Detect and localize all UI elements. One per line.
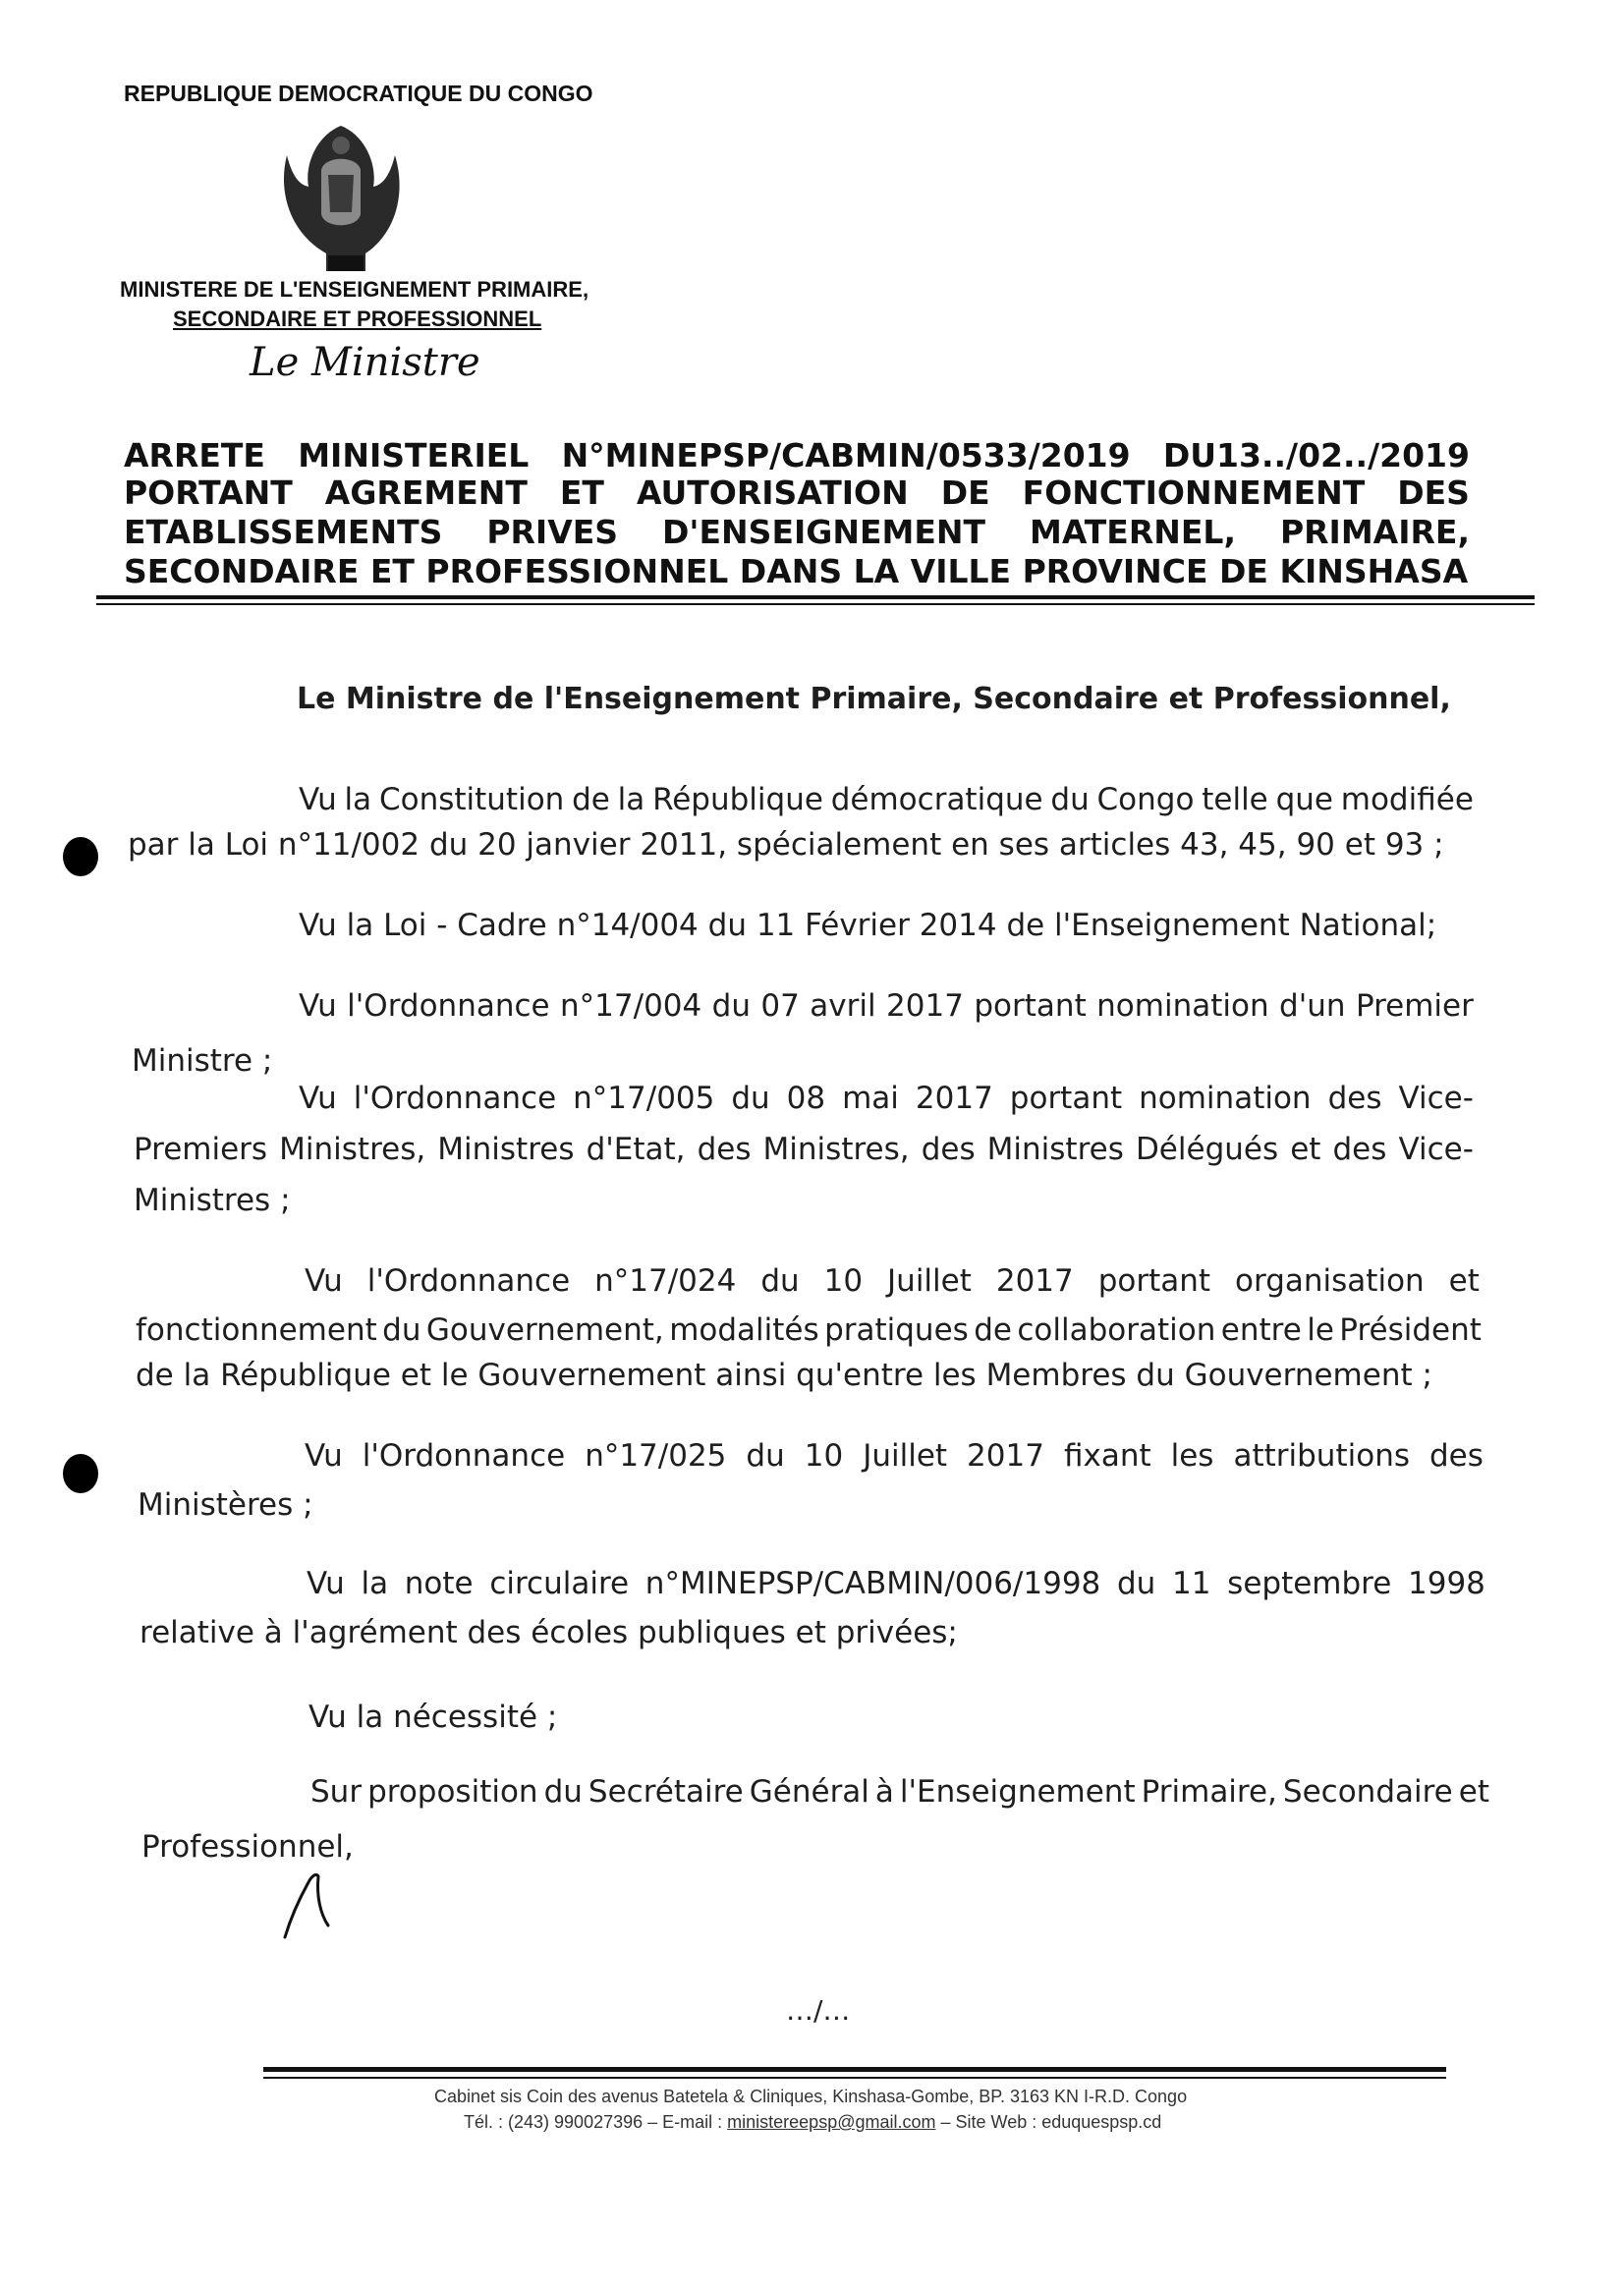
title-word: PRIMAIRE, <box>1279 513 1470 551</box>
word: septembre <box>1227 1566 1392 1601</box>
p9-line2: Professionnel, <box>141 1829 354 1865</box>
word: Vu <box>305 1263 343 1299</box>
word: organisation <box>1235 1263 1425 1299</box>
word: Vice- <box>1398 1081 1474 1116</box>
decree-title-line4: SECONDAIRE ET PROFESSIONNEL DANS LA VILLE PROVINCE DE KINSHASA <box>124 552 1469 590</box>
word: attributions <box>1233 1438 1410 1474</box>
word: collaboration <box>1017 1312 1216 1348</box>
title-word: DE <box>940 474 990 512</box>
title-word: ET <box>559 474 604 512</box>
word: Vu <box>307 1566 345 1601</box>
word: des <box>921 1132 976 1167</box>
word: Vu <box>299 988 337 1024</box>
p2: Vu la Loi - Cadre n°14/004 du 11 Février 2014 de l'Enseignement National; <box>299 908 1437 943</box>
word: et <box>1458 1774 1489 1810</box>
p1-line2: par la Loi n°11/002 du 20 janvier 2011, spécialement en ses articles 43, 45, 90 et 93 ; <box>128 827 1444 863</box>
word: n°17/004 <box>560 988 702 1024</box>
title-word: DES <box>1397 474 1470 512</box>
title-word: PORTANT <box>124 474 293 512</box>
p4-line3: Ministres ; <box>134 1183 291 1218</box>
word: la <box>617 782 645 817</box>
word: Vu <box>299 782 337 817</box>
minister-heading: Le Ministre de l'Enseignement Primaire, Secondaire et Professionnel, <box>297 682 1451 716</box>
continuation-mark: …/… <box>786 1994 851 2027</box>
word: d'un <box>1279 988 1346 1024</box>
p4-line1 <box>299 1081 1474 1116</box>
word: du <box>382 1312 421 1348</box>
title-word: PRIVES <box>486 513 619 551</box>
coat-of-arms-emblem <box>267 116 415 271</box>
title-word: FONCTIONNEMENT <box>1022 474 1366 512</box>
word: du <box>731 1081 770 1116</box>
word: les <box>1170 1438 1214 1474</box>
word: circulaire <box>489 1566 630 1601</box>
word: modifiée <box>1340 782 1474 817</box>
word: Gouvernement, <box>425 1312 664 1348</box>
word: à <box>874 1774 894 1810</box>
word: de <box>974 1312 1012 1348</box>
word: l'Ordonnance <box>347 988 550 1024</box>
word: Secrétaire <box>588 1774 744 1810</box>
word: Ministres, <box>279 1132 426 1167</box>
word: 1998 <box>1408 1566 1485 1601</box>
word: le <box>1307 1312 1334 1348</box>
title-word: AGREMENT <box>324 474 528 512</box>
p5-line3: de la République et le Gouvernement ainsi qu'entre les Membres du Gouvernement ; <box>136 1358 1432 1393</box>
word: que <box>1275 782 1333 817</box>
decree-title-line2 <box>124 474 1470 512</box>
word: nomination <box>1139 1081 1312 1116</box>
decree-title-line1 <box>124 436 1470 474</box>
word: des <box>1327 1081 1382 1116</box>
footer-address: Cabinet sis Coin des avenus Batetela & Cliniques, Kinshasa-Gombe, BP. 3163 KN I-R.D. Congo <box>434 2087 1188 2106</box>
word: Ministres <box>437 1132 575 1167</box>
p6-line2: Ministères ; <box>138 1487 313 1523</box>
p7-line2: relative à l'agrément des écoles publiques et privées; <box>140 1615 958 1650</box>
word: note <box>404 1566 474 1601</box>
punch-hole-mark <box>63 1454 98 1493</box>
p5-line2 <box>136 1312 1482 1348</box>
word: Délégués <box>1135 1132 1279 1167</box>
p4-line2 <box>134 1132 1474 1167</box>
word: portant <box>974 988 1087 1024</box>
title-word: D'ENSEIGNEMENT <box>662 513 986 551</box>
word: modalités <box>669 1312 819 1348</box>
word: 2017 <box>915 1081 993 1116</box>
word: des <box>697 1132 752 1167</box>
word: n°17/025 <box>585 1438 727 1474</box>
title-underline-thick <box>96 595 1535 599</box>
word: 10 <box>804 1438 844 1474</box>
word: du <box>1050 782 1090 817</box>
word: nomination <box>1096 988 1269 1024</box>
word: Général <box>749 1774 869 1810</box>
word: Vu <box>299 1081 337 1116</box>
p7-line1 <box>307 1566 1485 1601</box>
footer-email-link[interactable]: ministereepsp@gmail.com <box>727 2112 936 2132</box>
footer-rule-thick <box>263 2067 1446 2072</box>
word: et <box>1290 1132 1321 1167</box>
word: avril <box>810 988 876 1024</box>
word: 10 <box>823 1263 864 1299</box>
title-word: N°MINEPSP/CABMIN/0533/2019 <box>561 436 1131 474</box>
p3-line2: Ministre ; <box>132 1043 273 1079</box>
word: Secondaire <box>1282 1774 1453 1810</box>
word: Ministres <box>986 1132 1124 1167</box>
word: du <box>760 1263 800 1299</box>
footer-contact <box>464 2112 1161 2133</box>
word: Congo <box>1096 782 1195 817</box>
word: 2017 <box>995 1263 1074 1299</box>
word: pratiques <box>824 1312 969 1348</box>
title-word: MINISTERIEL <box>298 436 530 474</box>
word: d'Etat, <box>586 1132 686 1167</box>
word: Primaire, <box>1141 1774 1277 1810</box>
word: du <box>711 988 751 1024</box>
word: 11 <box>1172 1566 1211 1601</box>
word: la <box>344 782 372 817</box>
word: l'Ordonnance <box>353 1081 557 1116</box>
word: de <box>572 782 610 817</box>
word: du <box>543 1774 583 1810</box>
word: Sur <box>310 1774 363 1810</box>
word: Juillet <box>863 1438 948 1474</box>
word: 07 <box>760 988 800 1024</box>
word: des <box>1429 1438 1484 1474</box>
word: 08 <box>786 1081 826 1116</box>
word: n°17/024 <box>594 1263 737 1299</box>
footer-phone: Tél. : (243) 990027396 – E-mail : <box>464 2112 728 2132</box>
word: du <box>1116 1566 1156 1601</box>
word: 2017 <box>967 1438 1044 1474</box>
word: l'Enseignement <box>899 1774 1136 1810</box>
footer-rule-thin <box>263 2077 1446 2079</box>
word: Premier <box>1355 988 1474 1024</box>
word: démocratique <box>830 782 1043 817</box>
word: Président <box>1339 1312 1482 1348</box>
footer-website: – Site Web : eduquespsp.cd <box>935 2112 1162 2132</box>
word: Constitution <box>378 782 565 817</box>
p9-line1 <box>310 1774 1489 1810</box>
p6-line1 <box>305 1438 1484 1474</box>
word: n°MINEPSP/CABMIN/006/1998 <box>644 1566 1101 1601</box>
word: fonctionnement <box>136 1312 377 1348</box>
word: Ministres, <box>762 1132 910 1167</box>
word: 2017 <box>886 988 964 1024</box>
title-underline-thin <box>96 603 1535 605</box>
handwritten-initial-mark <box>279 1857 338 1945</box>
p8: Vu la nécessité ; <box>308 1700 558 1735</box>
word: Vu <box>305 1438 343 1474</box>
word: proposition <box>367 1774 538 1810</box>
word: Premiers <box>134 1132 268 1167</box>
title-word: ETABLISSEMENTS <box>124 513 443 551</box>
word: République <box>652 782 823 817</box>
title-word: DU13../02../2019 <box>1162 436 1470 474</box>
word: portant <box>1009 1081 1123 1116</box>
title-word: ARRETE <box>124 436 265 474</box>
word: la <box>361 1566 389 1601</box>
punch-hole-mark <box>63 837 98 876</box>
p5-line1 <box>305 1263 1480 1299</box>
word: du <box>746 1438 785 1474</box>
ministry-name-line1: MINISTERE DE L'ENSEIGNEMENT PRIMAIRE, <box>120 277 589 302</box>
word: des <box>1332 1132 1387 1167</box>
title-word: AUTORISATION <box>636 474 909 512</box>
word: et <box>1448 1263 1480 1299</box>
le-ministre-signature-title: Le Ministre <box>250 340 480 385</box>
word: entre <box>1220 1312 1302 1348</box>
p3-line1 <box>299 988 1474 1024</box>
decree-title-line3 <box>124 513 1470 551</box>
word: telle <box>1202 782 1268 817</box>
country-name: REPUBLIQUE DEMOCRATIQUE DU CONGO <box>124 81 593 106</box>
word: portant <box>1097 1263 1211 1299</box>
word: l'Ordonnance <box>362 1438 566 1474</box>
word: Juillet <box>887 1263 972 1299</box>
title-word: MATERNEL, <box>1029 513 1236 551</box>
word: n°17/005 <box>573 1081 715 1116</box>
word: Vice- <box>1398 1132 1474 1167</box>
p1-line1 <box>299 782 1474 817</box>
ministry-name-line2: SECONDAIRE ET PROFESSIONNEL <box>173 307 542 331</box>
word: mai <box>842 1081 899 1116</box>
word: l'Ordonnance <box>366 1263 571 1299</box>
word: fixant <box>1063 1438 1151 1474</box>
